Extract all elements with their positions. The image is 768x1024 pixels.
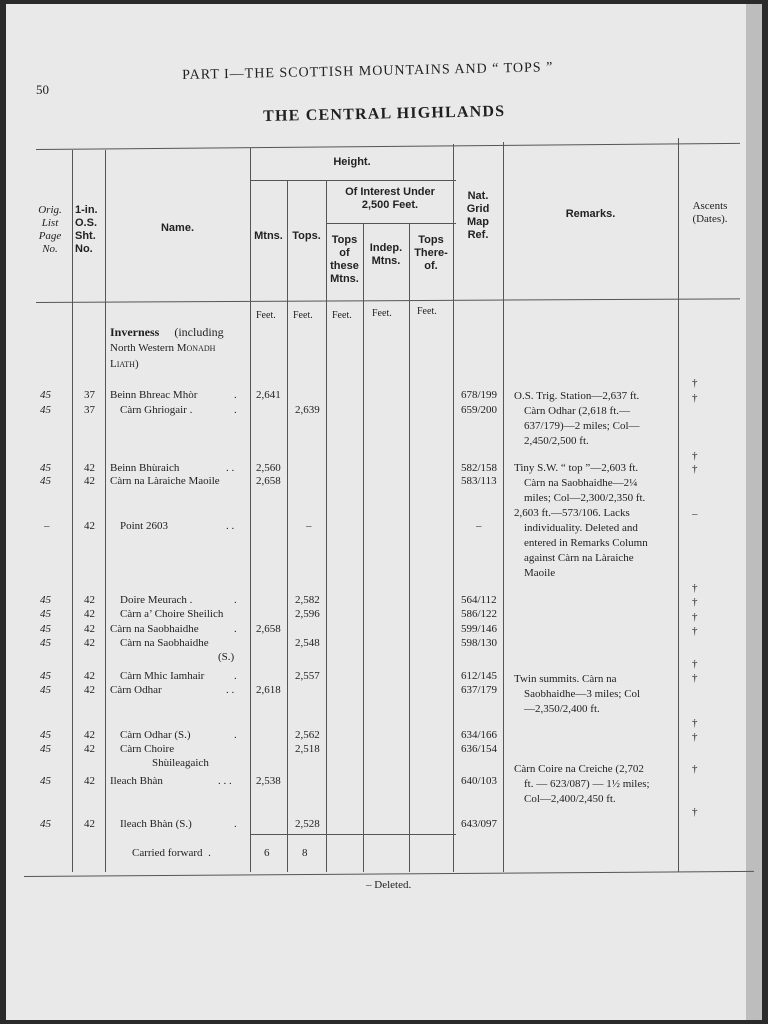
cell-orig-page: 45 (40, 389, 51, 401)
cell-grid-ref: 599/146 (461, 623, 498, 635)
col-divider (287, 181, 288, 872)
cell-leader-dots: . (234, 404, 237, 416)
cell-ascent-mark: † (692, 731, 698, 743)
footnote: – Deleted. (366, 879, 412, 891)
cell-leader-dots: . . . (218, 775, 232, 787)
cell-orig-page: – (44, 520, 50, 532)
cell-ascent-mark: † (692, 377, 698, 389)
header-tops-of-these: Tops of these Mtns. (330, 234, 359, 285)
cell-name: Càrn na Làraiche Maoile (110, 475, 220, 487)
cell-name: Càrn na Saobhaidhe (110, 623, 199, 635)
page-edge-shadow (746, 4, 762, 1020)
unit-tops: Feet. (293, 310, 313, 321)
cell-orig-page: 45 (40, 775, 51, 787)
cell-ascent-mark: † (692, 806, 698, 818)
cell-grid-ref: 612/145 (461, 670, 498, 682)
cell-grid-ref: 643/097 (461, 818, 498, 830)
cell-name: Càrn a’ Choire Sheilich (120, 608, 224, 620)
cell-os-sheet: 42 (84, 775, 95, 787)
col-divider (250, 148, 251, 872)
cell-orig-page: 45 (40, 462, 51, 474)
cell-ascent-mark: † (692, 625, 698, 637)
col-divider (105, 150, 106, 872)
running-head: PART I—THE SCOTTISH MOUNTAINS AND “ TOPS ” (182, 60, 554, 83)
header-ascents: Ascents (Dates). (692, 200, 728, 225)
cell-top-height: 2,582 (295, 594, 320, 606)
header-of-interest: Of Interest Under 2,500 Feet. (345, 186, 435, 211)
header-orig-list: Orig. List Page No. (38, 204, 62, 255)
cell-leader-dots: . (234, 594, 237, 606)
cell-top-height: 2,639 (295, 404, 320, 416)
header-mtns: Mtns. (254, 230, 283, 242)
cell-name: Doire Meurach . (120, 594, 193, 606)
cell-os-sheet: 37 (84, 404, 95, 416)
cell-ascent-mark: † (692, 672, 698, 684)
remarks-carn-ghriogair: O.S. Trig. Station—2,637 ft. Càrn Odhar (2,618 ft.— 637/179)—2 miles; Col— 2,450/2,500 ft. (514, 390, 640, 447)
cell-mtn-height: 2,618 (256, 684, 281, 696)
cell-ascent-mark: – (692, 508, 698, 520)
col-divider (503, 142, 504, 872)
cell-orig-page: 45 (40, 475, 51, 487)
cell-top-height: 2,562 (295, 729, 320, 741)
cell-os-sheet: 42 (84, 743, 95, 755)
cell-grid-ref: – (476, 520, 482, 532)
header-grid-ref: Nat. Grid Map Ref. (466, 190, 490, 241)
cell-orig-page: 45 (40, 404, 51, 416)
unit-mtns: Feet. (256, 310, 276, 321)
cell-os-sheet: 42 (84, 637, 95, 649)
cell-os-sheet: 42 (84, 462, 95, 474)
cell-grid-ref: 586/122 (461, 608, 498, 620)
header-height: Height. (333, 156, 371, 168)
cell-leader-dots: . . (226, 684, 235, 696)
cell-grid-ref: 564/112 (461, 594, 497, 606)
cell-grid-ref: 636/154 (461, 743, 498, 755)
col-divider (363, 224, 364, 872)
cell-orig-page: 45 (40, 608, 51, 620)
cell-ascent-mark: † (692, 596, 698, 608)
unit-tops-of-these: Feet. (332, 310, 352, 321)
header-name: Name. (160, 222, 195, 234)
cell-name: Càrn na Saobhaidhe (120, 637, 209, 649)
cell-orig-page: 45 (40, 623, 51, 635)
col-divider (72, 150, 73, 872)
cell-name: Càrn Mhic Iamhair (120, 670, 205, 682)
header-bottom-rule (36, 298, 740, 303)
cell-name-continued: Shùileagaich (152, 757, 209, 769)
cell-orig-page: 45 (40, 670, 51, 682)
cell-grid-ref: 582/158 (461, 462, 498, 474)
cell-leader-dots: . (234, 389, 237, 401)
cell-name: Càrn Ghriogair . (120, 404, 193, 416)
cell-mtn-height: 2,641 (256, 389, 281, 401)
header-tops: Tops. (292, 230, 321, 242)
cell-os-sheet: 42 (84, 520, 95, 532)
cell-leader-dots: . . (226, 462, 235, 474)
table-bottom-rule (24, 871, 754, 877)
cell-mtn-height: 2,658 (256, 623, 281, 635)
cell-orig-page: 45 (40, 818, 51, 830)
header-os-sheet: 1-in. O.S. Sht. No. (75, 204, 98, 255)
section-subheading: North Western Monadh (110, 342, 216, 354)
cell-mtn-height: 2,538 (256, 775, 281, 787)
cell-name: Càrn Odhar (110, 684, 162, 696)
cell-os-sheet: 42 (84, 608, 95, 620)
cell-top-height: 2,518 (295, 743, 320, 755)
book-page (6, 4, 746, 1020)
cell-os-sheet: 42 (84, 670, 95, 682)
page-number: 50 (36, 82, 49, 97)
cell-ascent-mark: † (692, 463, 698, 475)
cell-top-height: 2,528 (295, 818, 320, 830)
cell-ascent-mark: † (692, 611, 698, 623)
cell-name-continued: (S.) (218, 651, 235, 663)
carried-forward-label: Carried forward . (132, 847, 211, 859)
cell-top-height: 2,557 (295, 670, 320, 682)
cell-name: Càrn Choire (120, 743, 175, 755)
cell-os-sheet: 42 (84, 684, 95, 696)
cell-os-sheet: 42 (84, 475, 95, 487)
unit-tops-thereof: Feet. (417, 306, 437, 317)
carried-forward-tops: 8 (302, 847, 308, 859)
remarks-carn-odhar: Twin summits. Càrn na Saobhaidhe—3 miles; Col —2,350/2,400 ft. (514, 673, 641, 715)
section-heading: Inverness (including (110, 325, 224, 339)
cell-ascent-mark: † (692, 450, 698, 462)
cell-top-height: 2,596 (295, 608, 320, 620)
remarks-point-2603: 2,603 ft.—573/106. Lacks individuality. Deleted and entered in Remarks Column against Càrn na Làraiche Maoile (514, 507, 648, 579)
cell-grid-ref: 640/103 (461, 775, 498, 787)
total-rule (250, 834, 456, 835)
cell-grid-ref: 659/200 (461, 404, 498, 416)
cell-mtn-height: 2,658 (256, 475, 281, 487)
cell-orig-page: 45 (40, 729, 51, 741)
cell-name: Ileach Bhàn (110, 775, 163, 787)
cell-leader-dots: . (234, 818, 237, 830)
cell-mtn-height: 2,560 (256, 462, 281, 474)
cell-name: Ileach Bhàn (S.) (120, 818, 192, 830)
cell-leader-dots: . (234, 670, 237, 682)
cell-top-height: 2,548 (295, 637, 320, 649)
remarks-carn-na-laraiche-maoile: Tiny S.W. “ top ”—2,603 ft. Càrn na Saobhaidhe—2¼ miles; Col—2,300/2,350 ft. (514, 462, 646, 504)
cell-orig-page: 45 (40, 743, 51, 755)
cell-os-sheet: 42 (84, 623, 95, 635)
cell-ascent-mark: † (692, 717, 698, 729)
cell-ascent-mark: † (692, 582, 698, 594)
cell-name: Beinn Bhreac Mhòr (110, 389, 198, 401)
cell-os-sheet: 42 (84, 594, 95, 606)
cell-grid-ref: 678/199 (461, 389, 498, 401)
cell-leader-dots: . . (226, 520, 235, 532)
interest-rule (326, 223, 456, 224)
cell-leader-dots: . (234, 623, 237, 635)
cell-ascent-mark: † (692, 392, 698, 404)
cell-name: Point 2603 (120, 520, 168, 532)
cell-os-sheet: 42 (84, 729, 95, 741)
cell-os-sheet: 42 (84, 818, 95, 830)
col-divider (453, 144, 454, 872)
unit-indep: Feet. (372, 308, 392, 319)
page-title: THE CENTRAL HIGHLANDS (263, 102, 506, 125)
cell-os-sheet: 37 (84, 389, 95, 401)
section-subheading-end: Liath) (110, 358, 139, 370)
cell-name: Beinn Bhùraich (110, 462, 180, 474)
cell-ascent-mark: † (692, 658, 698, 670)
carried-forward-mtns: 6 (264, 847, 270, 859)
col-divider (409, 224, 410, 872)
table-top-rule (36, 143, 740, 150)
cell-grid-ref: 598/130 (461, 637, 498, 649)
cell-orig-page: 45 (40, 684, 51, 696)
cell-ascent-mark: † (692, 763, 698, 775)
cell-grid-ref: 634/166 (461, 729, 498, 741)
height-rule (250, 180, 456, 181)
cell-orig-page: 45 (40, 594, 51, 606)
header-tops-thereof: Tops There- of. (414, 234, 448, 272)
cell-name: Càrn Odhar (S.) (120, 729, 191, 741)
header-remarks: Remarks. (565, 208, 616, 220)
cell-leader-dots: . (234, 729, 237, 741)
cell-orig-page: 45 (40, 637, 51, 649)
cell-grid-ref: 583/113 (461, 475, 497, 487)
header-indep-mtns: Indep. Mtns. (369, 242, 403, 267)
remarks-ileach-bhan: Càrn Coire na Creiche (2,702 ft. — 623/087) — 1½ miles; Col—2,400/2,450 ft. (514, 763, 650, 805)
cell-top-height: – (306, 520, 312, 532)
cell-grid-ref: 637/179 (461, 684, 498, 696)
